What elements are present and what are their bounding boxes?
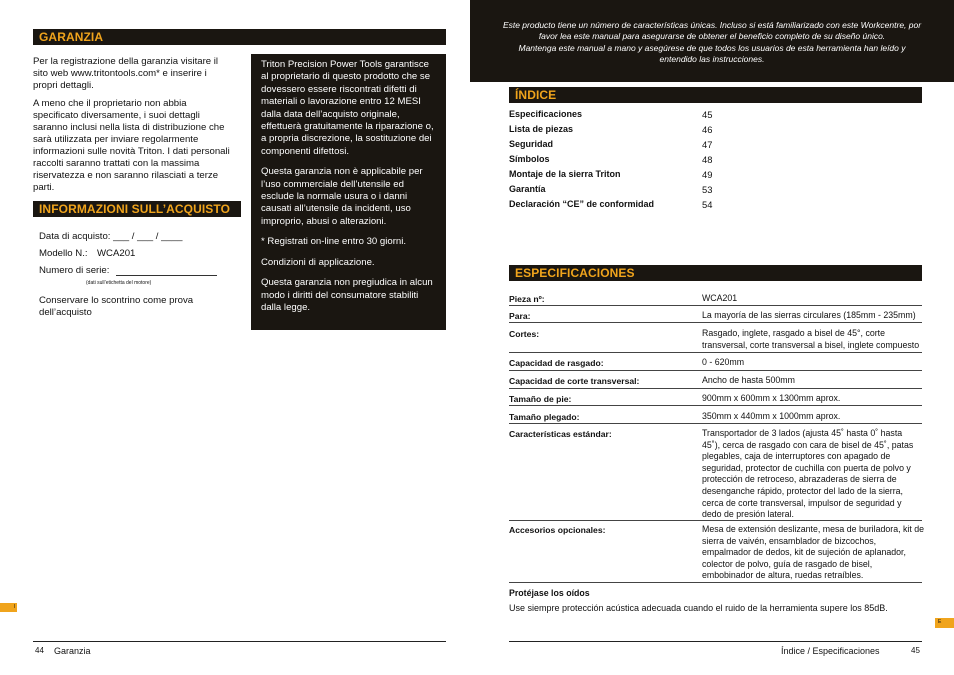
intro-line-2: favor lea este manual para asegurarse de obtener el beneficio completo de su diseño único. (538, 31, 886, 42)
page-number-right: 45 (911, 646, 920, 655)
index-page: 48 (702, 154, 713, 165)
page-number-left: 44 (35, 646, 44, 655)
warranty-paragraph-4: Condizioni di applicazione. (261, 256, 375, 268)
spec-value: 900mm x 600mm x 1300mm aprox. (702, 393, 841, 403)
index-page: 46 (702, 124, 713, 135)
keep-receipt-text: Conservare lo scontrino come prova dell’acquisto (39, 295, 194, 318)
spec-value: 0 - 620mm (702, 357, 745, 367)
purchase-date: Data di acquisto: ___ / ___ / ____ (39, 231, 183, 242)
privacy-paragraph: A meno che il proprietario non abbia specificato diversamente, i suoi dettagli saranno inclusi nella lista di distribuzione che sarà utilizzata per inviare regolarmente informazioni sulle novità Triton. I dati personali raccolti saranno trattati con la massima riservatezza e non saranno rilasciati a terze parti. (33, 98, 230, 193)
warranty-paragraph-5: Questa garanzia non pregiudica in alcun modo i diritti del consumatore stabiliti dalla legge. (261, 277, 433, 313)
model-value: WCA201 (97, 248, 136, 259)
spec-divider (509, 520, 922, 521)
warranty-box (251, 54, 446, 330)
index-page: 47 (702, 139, 713, 150)
index-page: 49 (702, 169, 713, 180)
spec-divider (509, 352, 922, 353)
spec-label: Capacidad de corte transversal: (509, 376, 640, 386)
serial-note: (dati sull’etichetta del motore) (86, 280, 152, 286)
spec-value: Mesa de extensión deslizante, mesa de buriladora, kit de sierra de vaivén, ensamblador de bizcochos, empalmador de dedos, kit de sujeción de aplanador, colector de polvo, guía de rasgado de bisel, embobinador de altura, ruedas retraíbles. (702, 524, 925, 581)
index-label: Lista de piezas (509, 124, 574, 134)
spec-label: Para: (509, 311, 531, 321)
spec-divider (509, 388, 922, 389)
spec-value: Ancho de hasta 500mm (702, 375, 795, 385)
index-page: 54 (702, 199, 713, 210)
spec-value: Rasgado, inglete, rasgado a bisel de 45°, corte transversal, corte transversal a bisel, inglete compuesto (702, 328, 920, 350)
warranty-paragraph-1: Triton Precision Power Tools garantisce al proprietario di questo prodotto che se dovessero essere riscontrati difetti di materiali o lavorazione entro 12 MESI dalla data dell’acquisto originale, effettuerà gratuitamente la riparazione o, a propria discrezione, la sostituzione dei componenti difettosi. (261, 59, 434, 157)
warranty-paragraph-3: * Registrati on-line entro 30 giorni. (261, 236, 407, 248)
spec-label: Cortes: (509, 329, 540, 339)
spec-divider (509, 370, 922, 371)
spec-divider (509, 322, 922, 323)
index-label: Declaración “CE” de conformidad (509, 199, 655, 209)
index-label: Especificaciones (509, 109, 583, 119)
index-label: Montaje de la sierra Triton (509, 169, 621, 179)
registration-paragraph: Per la registrazione della garanzia visitare il sito web www.tritontools.com* e inserire i propri dettagli. (33, 56, 219, 91)
language-tab-right-label: E (938, 619, 942, 625)
spec-value: 350mm x 440mm x 1000mm aprox. (702, 411, 841, 421)
spec-divider (509, 423, 922, 424)
indice-header: ÍNDICE (509, 87, 922, 103)
model-label: Modello N.: (39, 248, 88, 259)
spec-label: Tamaño de pie: (509, 394, 572, 404)
warranty-paragraph-2: Questa garanzia non è applicabile per l’uso commerciale dell’utensile ed esclude la normale usura o i danni causati all’utensile da incidenti, uso improprio, abusi o alterazioni. (261, 166, 423, 227)
language-tab-left-label: I (13, 604, 15, 610)
language-tab-right (935, 618, 954, 628)
spec-value: Transportador de 3 lados (ajusta 45˚ hasta 0˚ hasta 45˚), cerca de rasgado con cara de bisel de 45˚, patas plegables, caja de interruptores con apagado de seguridad, protector de cuchilla con puerta de polvo y protección de retroceso, abrazaderas de sierra de desenganche rápido, protector del lado de la sierra, cerca de corte transversal, impulsor de seguridad y dedo de presión lateral. (702, 428, 914, 520)
intro-banner (470, 0, 954, 82)
intro-line-1: Este producto tiene un número de características únicas. Incluso si está familiarizado con este Workcentre, por (502, 20, 922, 30)
spec-divider (509, 582, 922, 583)
footer-rule-left (33, 641, 446, 642)
spec-label: Pieza nº: (509, 294, 545, 304)
garanzia-header: GARANZIA (33, 29, 446, 45)
footer-label-right: Índice / Especificaciones (781, 646, 880, 656)
language-tab-left (0, 603, 17, 612)
especificaciones-header: ESPECIFICACIONES (509, 265, 922, 281)
spec-label: Características estándar: (509, 429, 612, 439)
intro-line-3: Mantenga este manual a mano y asegúrese de que todos los usuarios de esta herramienta han leído y (518, 42, 906, 53)
spec-divider (509, 405, 922, 406)
footer-label-left: Garanzia (54, 646, 91, 656)
ear-protection-text: Use siempre protección acústica adecuada cuando el ruido de la herramienta supere los 85dB. (509, 603, 888, 613)
serial-line (116, 275, 217, 276)
index-label: Garantía (509, 184, 546, 194)
ear-protection-title: Protéjase los oídos (509, 588, 590, 598)
serial-label: Numero di serie: (39, 265, 110, 276)
purchase-info-header: INFORMAZIONI SULL’ACQUISTO (33, 201, 241, 217)
footer-rule-right (509, 641, 922, 642)
spec-value: WCA201 (702, 293, 738, 303)
index-page: 45 (702, 109, 713, 120)
index-page: 53 (702, 184, 713, 195)
spec-value: La mayoría de las sierras circulares (185mm - 235mm) (702, 310, 916, 320)
spec-label: Capacidad de rasgado: (509, 358, 604, 368)
intro-line-4: entendido las instrucciones. (659, 54, 765, 65)
spec-label: Tamaño plegado: (509, 412, 580, 422)
index-label: Símbolos (509, 154, 550, 164)
spec-label: Accesorios opcionales: (509, 525, 606, 535)
index-label: Seguridad (509, 139, 554, 149)
registration-text (33, 56, 233, 200)
spec-divider (509, 305, 922, 306)
